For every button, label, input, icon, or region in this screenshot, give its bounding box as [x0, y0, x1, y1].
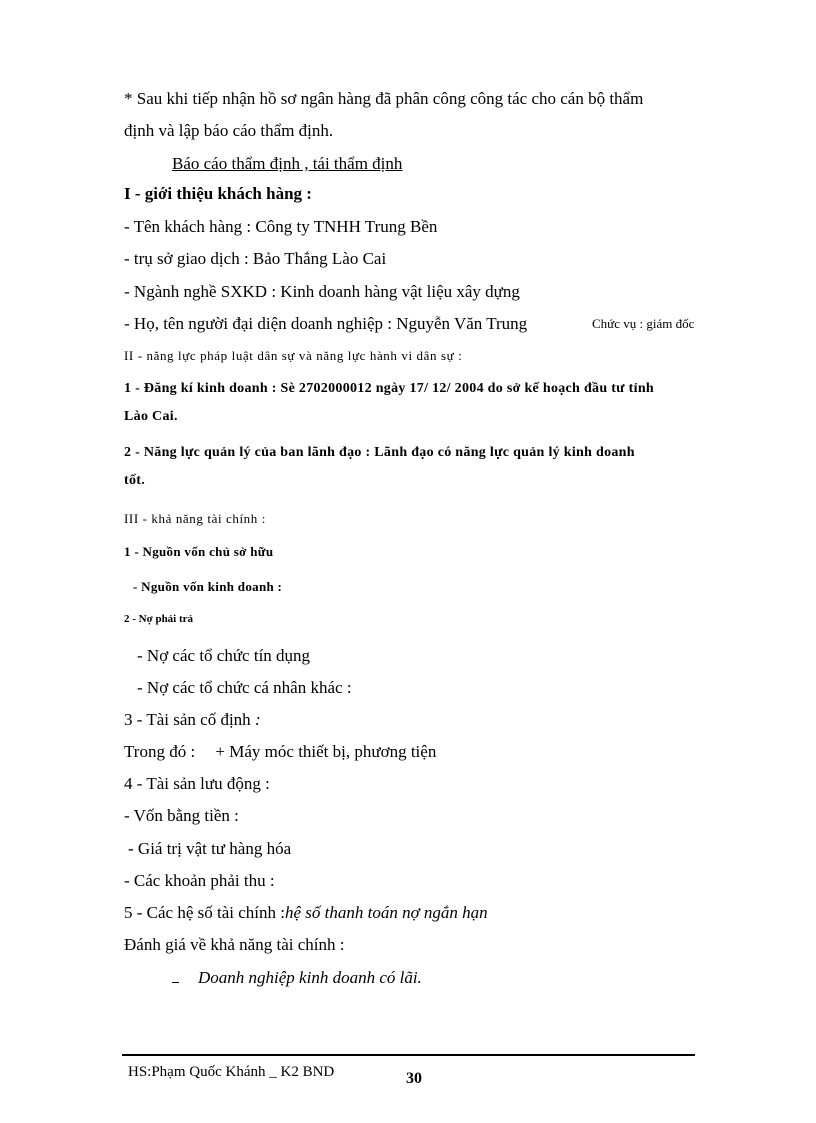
representative-position: Chức vụ : giám đốc — [592, 316, 695, 331]
management-capacity-line-2: tốt. — [124, 473, 146, 488]
fixed-assets-colon: : — [254, 710, 261, 729]
including-row — [124, 743, 436, 760]
business-registration-line-1: 1 - Đăng kí kinh doanh : Sè 2702000012 ngày 17/ 12/ 2004 do sở kế hoạch đầu tư tỉnh — [124, 381, 654, 396]
intro-line-1: * Sau khi tiếp nhận hồ sơ ngân hàng đã phân công công tác cho cán bộ thẩm — [124, 89, 644, 108]
section3-heading: III - khả năng tài chính : — [124, 511, 266, 526]
footer-author: HS:Phạm Quốc Khánh _ K2 BND — [128, 1064, 335, 1080]
intro-line-2: định và lập báo cáo thẩm định. — [124, 121, 334, 140]
liabilities: 2 - Nợ phải trả — [124, 613, 194, 625]
management-capacity-line-1: 2 - Năng lực quản lý của ban lãnh đạo : Lãnh đạo có năng lực quản lý kinh doanh — [124, 445, 635, 460]
dash-bullet-icon — [172, 982, 179, 983]
equity: 1 - Nguồn vốn chủ sở hữu — [124, 544, 274, 559]
business-line: - Ngành nghề SXKD : Kinh doanh hàng vật liệu xây dựng — [124, 282, 520, 301]
representative: - Họ, tên người đại diện doanh nghiệp : Nguyễn Văn Trung — [124, 314, 528, 333]
footer-divider — [122, 1054, 695, 1056]
business-capital: - Nguồn vốn kinh doanh : — [133, 579, 283, 594]
fixed-assets — [124, 711, 261, 728]
section1-heading: I - giới thiệu khách hàng : — [124, 184, 312, 203]
financial-ratios-label: 5 - Các hệ số tài chính : — [124, 903, 285, 922]
credit-institution-debt: - Nợ các tổ chức tín dụng — [137, 646, 311, 665]
financial-ratios-value: hệ số thanh toán nợ ngắn hạn — [285, 903, 488, 922]
office-address: - trụ sở giao dịch : Bảo Thắng Lào Cai — [124, 249, 387, 268]
financial-assessment-item: Doanh nghiệp kinh doanh có lãi. — [198, 968, 422, 987]
other-debt: - Nợ các tổ chức cá nhân khác : — [137, 678, 352, 697]
receivables: - Các khoản phải thu : — [124, 871, 275, 890]
cash: - Vốn bằng tiền : — [124, 806, 239, 825]
business-registration-line-2: Lào Cai. — [124, 409, 178, 424]
current-assets: 4 - Tài sản lưu động : — [124, 774, 270, 793]
page-number: 30 — [406, 1070, 422, 1087]
including-value: + Máy móc thiết bị, phương tiện — [215, 742, 437, 761]
customer-name: - Tên khách hàng : Công ty TNHH Trung Bền — [124, 217, 438, 236]
section2-heading: II - năng lực pháp luật dân sự và năng lực hành vi dân sự : — [124, 348, 463, 363]
inventory-value: - Giá trị vật tư hàng hóa — [128, 839, 292, 858]
financial-ratios — [124, 904, 488, 921]
fixed-assets-label: 3 - Tài sản cố định — [124, 710, 251, 729]
including-label: Trong đó : — [124, 742, 196, 761]
financial-assessment-label: Đánh giá về khả năng tài chính : — [124, 935, 345, 954]
report-title: Báo cáo thẩm định , tái thẩm định — [172, 154, 403, 173]
